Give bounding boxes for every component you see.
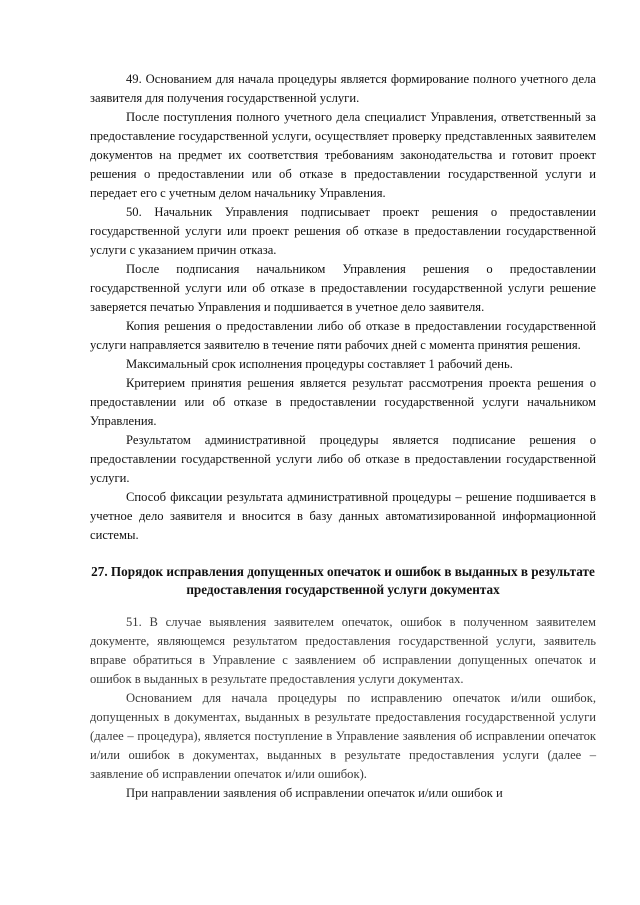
paragraph-51: 51. В случае выявления заявителем опечаток, ошибок в полученном заявителем документе, являющемся результатом предоставления государственной услуги, заявитель вправе обратиться в Управление с заявлением об исправлении допущенных опечаток и ошибок в выданных в результате предоставления услуги документах. <box>90 615 596 686</box>
paragraph-criterion: Критерием принятия решения является результат рассмотрения проекта решения о предоставлении или об отказе в предоставлении государственной услуги начальником Управления. <box>90 376 596 428</box>
section-heading-27: 27. Порядок исправления допущенных опечаток и ошибок в выданных в результате предоставления государственной услуги документах <box>91 564 595 597</box>
paragraph-basis: Основанием для начала процедуры по исправлению опечаток и/или ошибок, допущенных в документах, выданных в результате предоставления государственной услуги (далее – процедура), является поступление в Управление заявления об исправлении опечаток и/или ошибок в документах, выданных в результате предоставления услуги (далее – заявление об исправлении опечаток и/или ошибок). <box>90 691 596 781</box>
paragraph-result: Результатом административной процедуры является подписание решения о предоставлении государственной услуги либо об отказе в предоставлении государственной услуги. <box>90 433 596 485</box>
paragraph-copy: Копия решения о предоставлении либо об отказе в предоставлении государственной услуги направляется заявителю в течение пяти рабочих дней с момента принятия решения. <box>90 319 596 352</box>
paragraph-fixation: Способ фиксации результата административной процедуры – решение подшивается в учетное дело заявителя и вносится в базу данных автоматизированной информационной системы. <box>90 490 596 542</box>
document-page <box>90 70 596 803</box>
paragraph-signing: После подписания начальником Управления решения о предоставлении государственной услуги или об отказе в предоставлении государственной услуги решение заверяется печатью Управления и подшивается в учетное дело заявителя. <box>90 262 596 314</box>
paragraph-submission: При направлении заявления об исправлении опечаток и/или ошибок и <box>126 786 503 800</box>
paragraph-49: 49. Основанием для начала процедуры является формирование полного учетного дела заявителя для получения государственной услуги. <box>90 72 596 105</box>
paragraph-max-term: Максимальный срок исполнения процедуры составляет 1 рабочий день. <box>126 357 513 371</box>
paragraph-review: После поступления полного учетного дела специалист Управления, ответственный за предоставление государственной услуги, осуществляет проверку представленных заявителем документов на предмет их соответствия требованиям законодательства и готовит проект решения о предоставлении или об отказе в предоставлении государственной услуги и передает его с учетным делом начальнику Управления. <box>90 110 596 200</box>
paragraph-50: 50. Начальник Управления подписывает проект решения о предоставлении государственной услуги или проект решения об отказе в предоставлении государственной услуги с указанием причин отказа. <box>90 205 596 257</box>
